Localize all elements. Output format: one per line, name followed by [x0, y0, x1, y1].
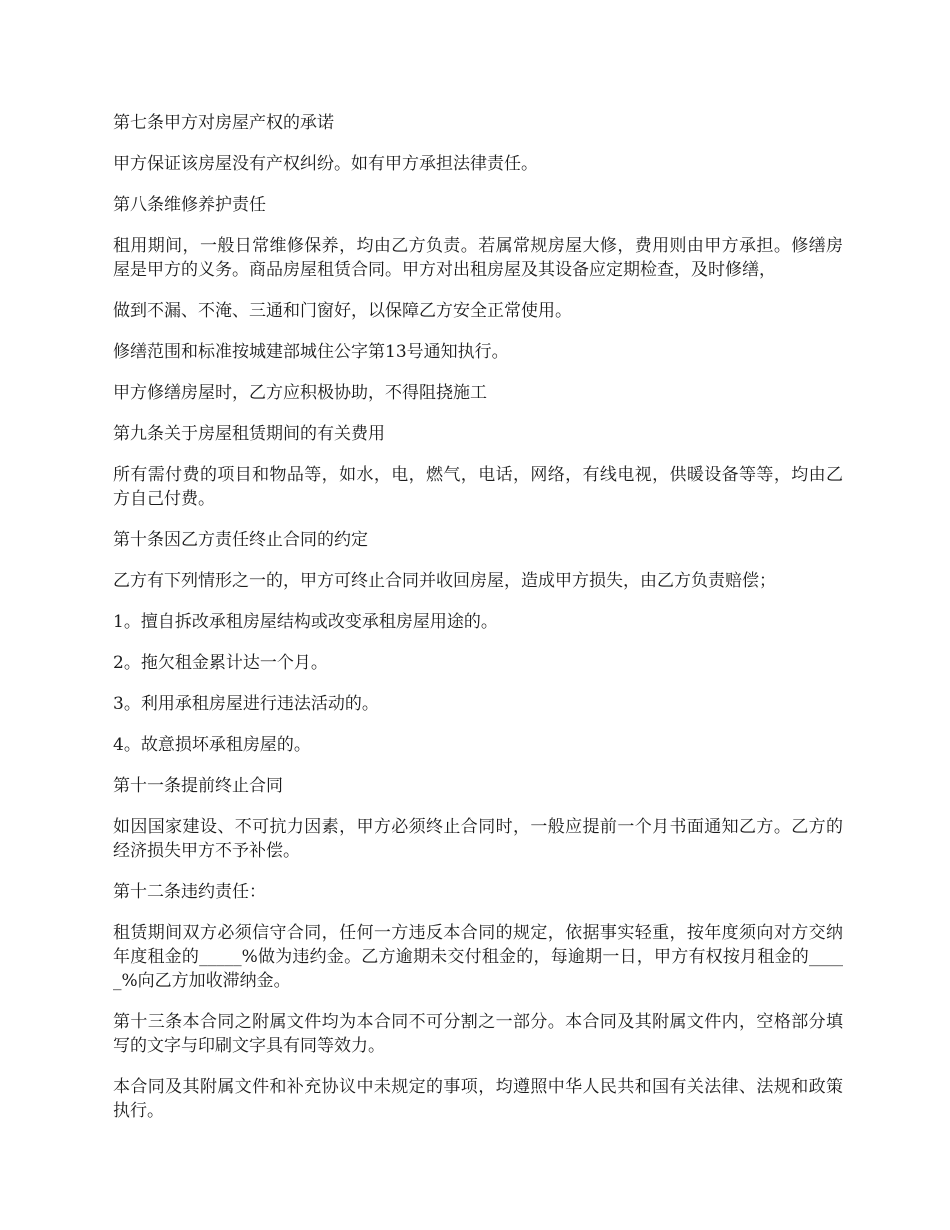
- closing-text: 本合同及其附属文件和补充协议中未规定的事项，均遵照中华人民共和国有关法律、法规和政策执行。: [113, 1077, 843, 1121]
- article-9-text: 所有需付费的项目和物品等，如水，电，燃气，电话，网络，有线电视，供暖设备等等，均由乙方自己付费。: [113, 465, 843, 509]
- article-12-heading: 第十二条违约责任：: [113, 882, 266, 902]
- article-11-text: 如因国家建设、不可抗力因素，甲方必须终止合同时，一般应提前一个月书面通知乙方。乙方的经济损失甲方不予补偿。: [113, 817, 843, 861]
- article-10-item-3: 3。利用承租房屋进行违法活动的。: [113, 694, 379, 714]
- article-11-heading: 第十一条提前终止合同: [113, 776, 283, 796]
- document-body: [113, 111, 843, 1140]
- article-8-heading: 第八条维修养护责任: [113, 195, 266, 215]
- article-10-heading: 第十条因乙方责任终止合同的约定: [113, 530, 368, 550]
- article-12-text: 租赁期间双方必须信守合同，任何一方违反本合同的规定，依据事实轻重，按年度须向对方交纳年度租金的_____%做为违约金。乙方逾期未交付租金的，每逾期一日，甲方有权按月租金的_____%向乙方加收滞纳金。: [113, 923, 843, 991]
- article-8-text-2: 做到不漏、不淹、三通和门窗好，以保障乙方安全正常使用。: [113, 301, 572, 321]
- article-7-text: 甲方保证该房屋没有产权纠纷。如有甲方承担法律责任。: [113, 154, 538, 174]
- article-7-heading: 第七条甲方对房屋产权的承诺: [113, 113, 334, 133]
- article-10-item-4: 4。故意损坏承租房屋的。: [113, 735, 311, 755]
- article-10-item-1: 1。擅自拆改承租房屋结构或改变承租房屋用途的。: [113, 612, 498, 632]
- article-10-text: 乙方有下列情形之一的，甲方可终止合同并收回房屋，造成甲方损失，由乙方负责赔偿；: [113, 571, 776, 591]
- article-10-item-2: 2。拖欠租金累计达一个月。: [113, 653, 328, 673]
- article-9-heading: 第九条关于房屋租赁期间的有关费用: [113, 424, 385, 444]
- article-13-text: 第十三条本合同之附属文件均为本合同不可分割之一部分。本合同及其附属文件内，空格部分填写的文字与印刷文字具有同等效力。: [113, 1012, 843, 1056]
- article-8-text-3: 修缮范围和标准按城建部城住公字第13号通知执行。: [113, 342, 509, 362]
- article-8-text-4: 甲方修缮房屋时，乙方应积极协助，不得阻挠施工: [113, 383, 487, 403]
- article-8-text-1: 租用期间，一般日常维修保养，均由乙方负责。若属常规房屋大修，费用则由甲方承担。修缮房屋是甲方的义务。商品房屋租赁合同。甲方对出租房屋及其设备应定期检查，及时修缮，: [113, 236, 843, 280]
